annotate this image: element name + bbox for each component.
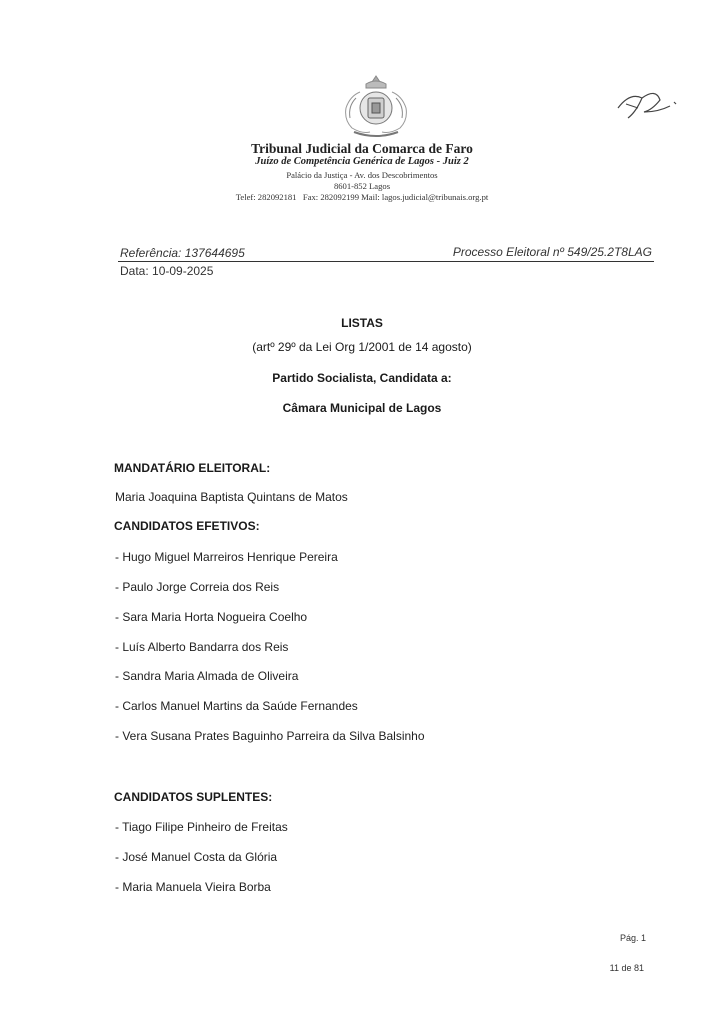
document-date: Data: 10-09-2025 bbox=[120, 264, 214, 278]
court-address-line1: Palácio da Justiça - Av. dos Descobrimentos bbox=[286, 170, 438, 180]
list-item: - Sara Maria Horta Nogueira Coelho bbox=[115, 610, 308, 624]
list-item: - Sandra Maria Almada de Oliveira bbox=[115, 669, 299, 683]
list-item: - Paulo Jorge Correia dos Reis bbox=[115, 580, 280, 594]
page-number: Pág. 1 bbox=[619, 933, 646, 943]
reference-number: Referência: 137644695 bbox=[120, 246, 245, 260]
list-item: - Vera Susana Prates Baguinho Parreira da Silva Balsinho bbox=[115, 729, 425, 743]
list-item: - Hugo Miguel Marreiros Henrique Pereira bbox=[115, 550, 338, 564]
coat-of-arms-emblem bbox=[340, 74, 412, 140]
document-title: LISTAS bbox=[341, 316, 383, 330]
mandatario-name: Maria Joaquina Baptista Quintans de Matos bbox=[115, 490, 348, 504]
handwritten-signature bbox=[612, 82, 694, 132]
mandatario-heading: MANDATÁRIO ELEITORAL: bbox=[114, 461, 271, 475]
page-count: 11 de 81 bbox=[609, 963, 644, 973]
municipal-body: Câmara Municipal de Lagos bbox=[282, 401, 442, 415]
list-item: - Maria Manuela Vieira Borba bbox=[115, 880, 271, 894]
court-subtitle: Juízo de Competência Genérica de Lagos - Juiz 2 bbox=[255, 156, 469, 167]
court-address-line2: 8601-852 Lagos bbox=[333, 181, 391, 191]
suplentes-heading: CANDIDATOS SUPLENTES: bbox=[114, 790, 273, 804]
court-name: Tribunal Judicial da Comarca de Faro bbox=[251, 141, 473, 156]
header-divider bbox=[118, 261, 654, 262]
court-contact: Telef: 282092181 Fax: 282092199 Mail: lagos.judicial@tribunais.org.pt bbox=[235, 192, 489, 202]
party-line: Partido Socialista, Candidata a: bbox=[272, 371, 452, 385]
efetivos-heading: CANDIDATOS EFETIVOS: bbox=[114, 519, 260, 533]
list-item: - Luís Alberto Bandarra dos Reis bbox=[115, 640, 289, 654]
list-item: - Tiago Filipe Pinheiro de Freitas bbox=[115, 820, 288, 834]
list-item: - Carlos Manuel Martins da Saúde Fernandes bbox=[115, 699, 358, 713]
process-number: Processo Eleitoral nº 549/25.2T8LAG bbox=[452, 245, 652, 259]
list-item: - José Manuel Costa da Glória bbox=[115, 850, 278, 864]
legal-reference: (artº 29º da Lei Org 1/2001 de 14 agosto) bbox=[252, 340, 472, 354]
